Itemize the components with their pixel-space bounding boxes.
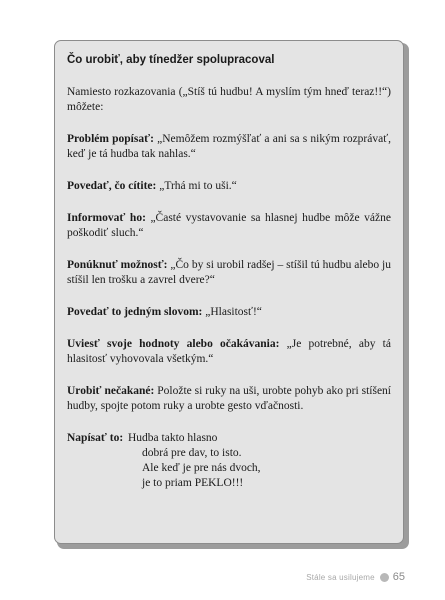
tip-label: Uviesť svoje hodnoty alebo očakávania: (67, 338, 280, 350)
tip-label: Urobiť nečakané: (67, 385, 155, 397)
tip-item-unexpected (67, 384, 391, 414)
tip-text: „Trhá mi to uši.“ (156, 180, 237, 192)
tip-text: „Čo by si urobil radšej – stíšil tú hudbu alebo ju stíšil len trošku a zavrel dvere?“ (67, 259, 391, 286)
tip-item-feelings (67, 179, 391, 194)
page-footer (306, 571, 405, 583)
tip-item-describe-problem (67, 132, 391, 162)
poem-label: Napísať to: (67, 432, 124, 444)
tip-text: „Nemôžem rozmýšľať a ani sa s nikým rozprávať, keď je tá hudba tak nahlas.“ (67, 133, 392, 160)
box-heading: Čo urobiť, aby tínedžer spolupracoval (67, 54, 275, 66)
poem (128, 431, 261, 491)
box-intro: Namiesto rozkazovania („Stíš tú hudbu! A myslím tým hneď teraz!!“) môžete: (67, 86, 391, 113)
page-number: 65 (392, 571, 405, 583)
tip-text: Položte si ruky na uši, urobte pohyb ako pri stíšení hudby, spojte potom ruky a urobte gesto vďačnosti. (67, 385, 391, 412)
tip-label: Povedať, čo cítite: (67, 180, 157, 192)
tip-item-inform (67, 211, 391, 241)
tip-text: „Časté vystavovanie sa hlasnej hudbe môže vážne poškodiť sluch.“ (67, 212, 391, 239)
tip-box (54, 40, 404, 544)
tip-item-one-word (67, 305, 391, 320)
running-title: Stále sa usilujeme (306, 572, 375, 582)
poem-line: Hudba takto hlasno (128, 432, 218, 444)
poem-line: dobrá pre dav, to isto. (142, 447, 242, 459)
tip-item-write-it (67, 431, 391, 491)
tip-label: Ponúknuť možnosť: (67, 259, 168, 271)
bullet-dot-icon (380, 573, 389, 582)
poem-line: je to priam PEKLO!!! (142, 477, 244, 489)
tip-item-offer-choice (67, 258, 391, 288)
tip-label: Povedať to jedným slovom: (67, 306, 203, 318)
tip-text: „Hlasitosť!“ (202, 306, 262, 318)
tip-label: Problém popísať: (67, 133, 154, 145)
tip-text: „Je potrebné, aby tá hlasitosť vyhovovala všetkým.“ (67, 338, 391, 365)
tip-label: Informovať ho: (67, 212, 146, 224)
poem-line: Ale keď je pre nás dvoch, (142, 462, 261, 474)
tip-item-values (67, 337, 391, 367)
